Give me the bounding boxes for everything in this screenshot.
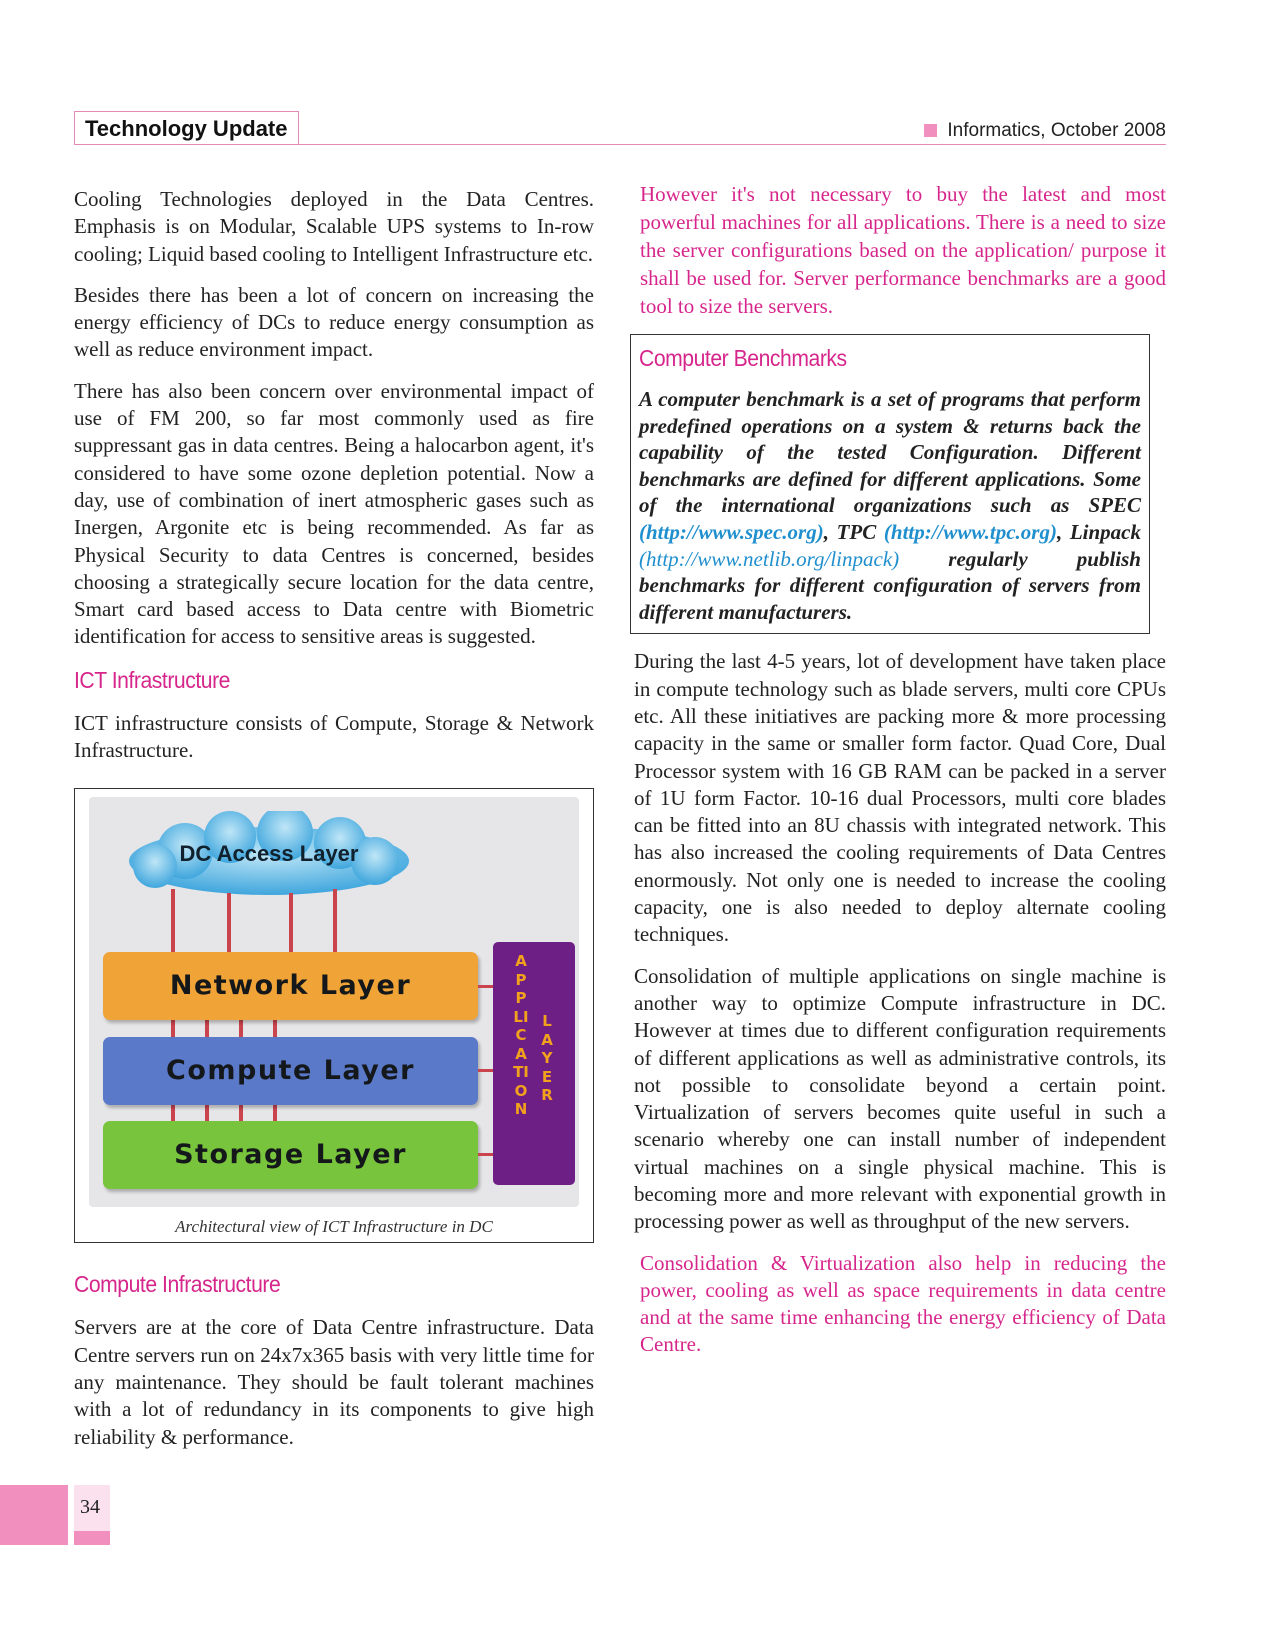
closing-paragraph: Consolidation & Virtualization also help in reducing the power, cooling as well as space requirements in data centre and at the same time enhancing the energy efficiency of Data Centre. bbox=[640, 1250, 1166, 1357]
left-column bbox=[74, 186, 594, 1465]
ict-diagram bbox=[89, 797, 579, 1207]
layer-label: LAYER bbox=[541, 1012, 553, 1105]
compute-heading: Compute Infrastructure bbox=[74, 1271, 281, 1298]
figure-caption: Architectural view of ICT Infrastructure in DC bbox=[175, 1217, 493, 1237]
paragraph: Servers are at the core of Data Centre infrastructure. Data Centre servers run on 24x7x365 basis with very little time for any maintenance. They should be fault tolerant machines with a lot of redundancy in its components to give high reliability & performance. bbox=[74, 1315, 594, 1449]
connector-line bbox=[289, 893, 293, 953]
cloud-label: DC Access Layer bbox=[179, 841, 359, 867]
ict-heading: ICT Infrastructure bbox=[74, 666, 230, 693]
page-number: 34 bbox=[80, 1496, 100, 1518]
footer-pink-strip bbox=[74, 1531, 110, 1545]
paragraph: ICT infrastructure consists of Compute, Storage & Network Infrastructure. bbox=[74, 710, 594, 763]
network-layer: Network Layer bbox=[103, 952, 478, 1020]
connector-line bbox=[478, 1069, 494, 1072]
tpc-link[interactable]: (http://www.tpc.org) bbox=[883, 519, 1057, 544]
benchmark-heading: Computer Benchmarks bbox=[639, 345, 847, 371]
paragraph: Consolidation of multiple applications on single machine is another way to optimize Compute infrastructure in DC. However at times due to different configuration requirements of different applications as well as administrative controls, its not possible to consolidate beyond a certain point. Virtualization of servers becomes quite useful in such a scenario whereby one can install number of independent virtual machines on a single physical machine. This is becoming more and more relevant with exponential growth in processing power as well as throughput of the new servers. bbox=[634, 963, 1166, 1234]
connector-line bbox=[227, 893, 231, 953]
storage-layer: Storage Layer bbox=[103, 1121, 478, 1189]
connector-line bbox=[478, 985, 494, 988]
connector-line bbox=[205, 1019, 209, 1039]
footer-pink-block bbox=[0, 1485, 68, 1545]
connector-line bbox=[273, 1019, 277, 1039]
section-title: Technology Update bbox=[74, 111, 299, 145]
paragraph: Cooling Technologies deployed in the Data Centres. Emphasis is on Modular, Scalable UPS systems to In-row cooling; Liquid based cooling to Intelligent Infrastructure etc. bbox=[74, 187, 594, 266]
connector-line bbox=[171, 1019, 175, 1039]
benchmark-text bbox=[639, 386, 1141, 625]
paragraph: There has also been concern over environmental impact of use of FM 200, so far most commonly used as fire suppressant gas in data centres. Being a halocarbon agent, it's considered to have some ozone depletion potential. Now a day, use of combination of inert atmospheric gases such as Inergen, Argonite etc is being recommended. As far as Physical Security to data Centres is concerned, besides choosing a strategically secure location for the data centre, Smart card based access to Data centre with Biometric identification for access to sensitive areas is suggested. bbox=[74, 378, 594, 649]
benchmark-text-part: regularly publish benchmarks for different configuration of servers from different manufacturers. bbox=[639, 546, 1141, 624]
benchmark-text-part: , Linpack bbox=[1056, 519, 1141, 544]
issue-label bbox=[924, 120, 1166, 142]
paragraph: Besides there has been a lot of concern on increasing the energy efficiency of DCs to reduce energy consumption as well as reduce environment impact. bbox=[74, 282, 594, 362]
linpack-link[interactable]: (http://www.netlib.org/linpack) bbox=[639, 546, 900, 571]
connector-line bbox=[239, 1019, 243, 1039]
application-label: APPLICATION bbox=[513, 952, 529, 1119]
application-layer bbox=[493, 942, 575, 1185]
header-rule bbox=[74, 144, 1166, 145]
issue-text: Informatics, October 2008 bbox=[947, 120, 1166, 141]
pink-square-icon bbox=[924, 124, 937, 137]
paragraph: During the last 4-5 years, lot of development have taken place in compute technology such as blade servers, multi core CPUs etc. All these initiatives are packing more & more processing capacity in the same or smaller form factor. Quad Core, Dual Processor system with 16 GB RAM can be packed in a server of 1U form Factor. 10-16 dual Processors, multi core blades can be fitted into an 8U chassis with integrated network. This has also increased the cooling requirements of Data Centres enormously. Not only one is needed to increase the cooling capacity, one is also needed to deploy alternate cooling techniques. bbox=[634, 649, 1166, 947]
intro-paragraph: However it's not necessary to buy the latest and most powerful machines for all applications. There is a need to size the server configurations based on the application/ purpose it shall be used for. Server performance benchmarks are a good tool to size the servers. bbox=[640, 182, 1166, 318]
ict-figure bbox=[74, 788, 594, 1243]
right-column bbox=[634, 180, 1166, 1373]
benchmark-text-part: , TPC bbox=[823, 519, 884, 544]
connector-line bbox=[333, 889, 337, 953]
connector-line bbox=[171, 889, 175, 953]
compute-layer: Compute Layer bbox=[103, 1037, 478, 1105]
connector-line bbox=[478, 1153, 494, 1156]
benchmark-text-part: A computer benchmark is a set of programs that perform predefined operations on a system & returns back the capability of the tested Configuration. Different benchmarks are defined for different applications. Some of the international organizations such as SPEC bbox=[639, 387, 1141, 518]
spec-link[interactable]: (http://www.spec.org) bbox=[639, 519, 824, 544]
benchmark-box bbox=[630, 334, 1150, 634]
